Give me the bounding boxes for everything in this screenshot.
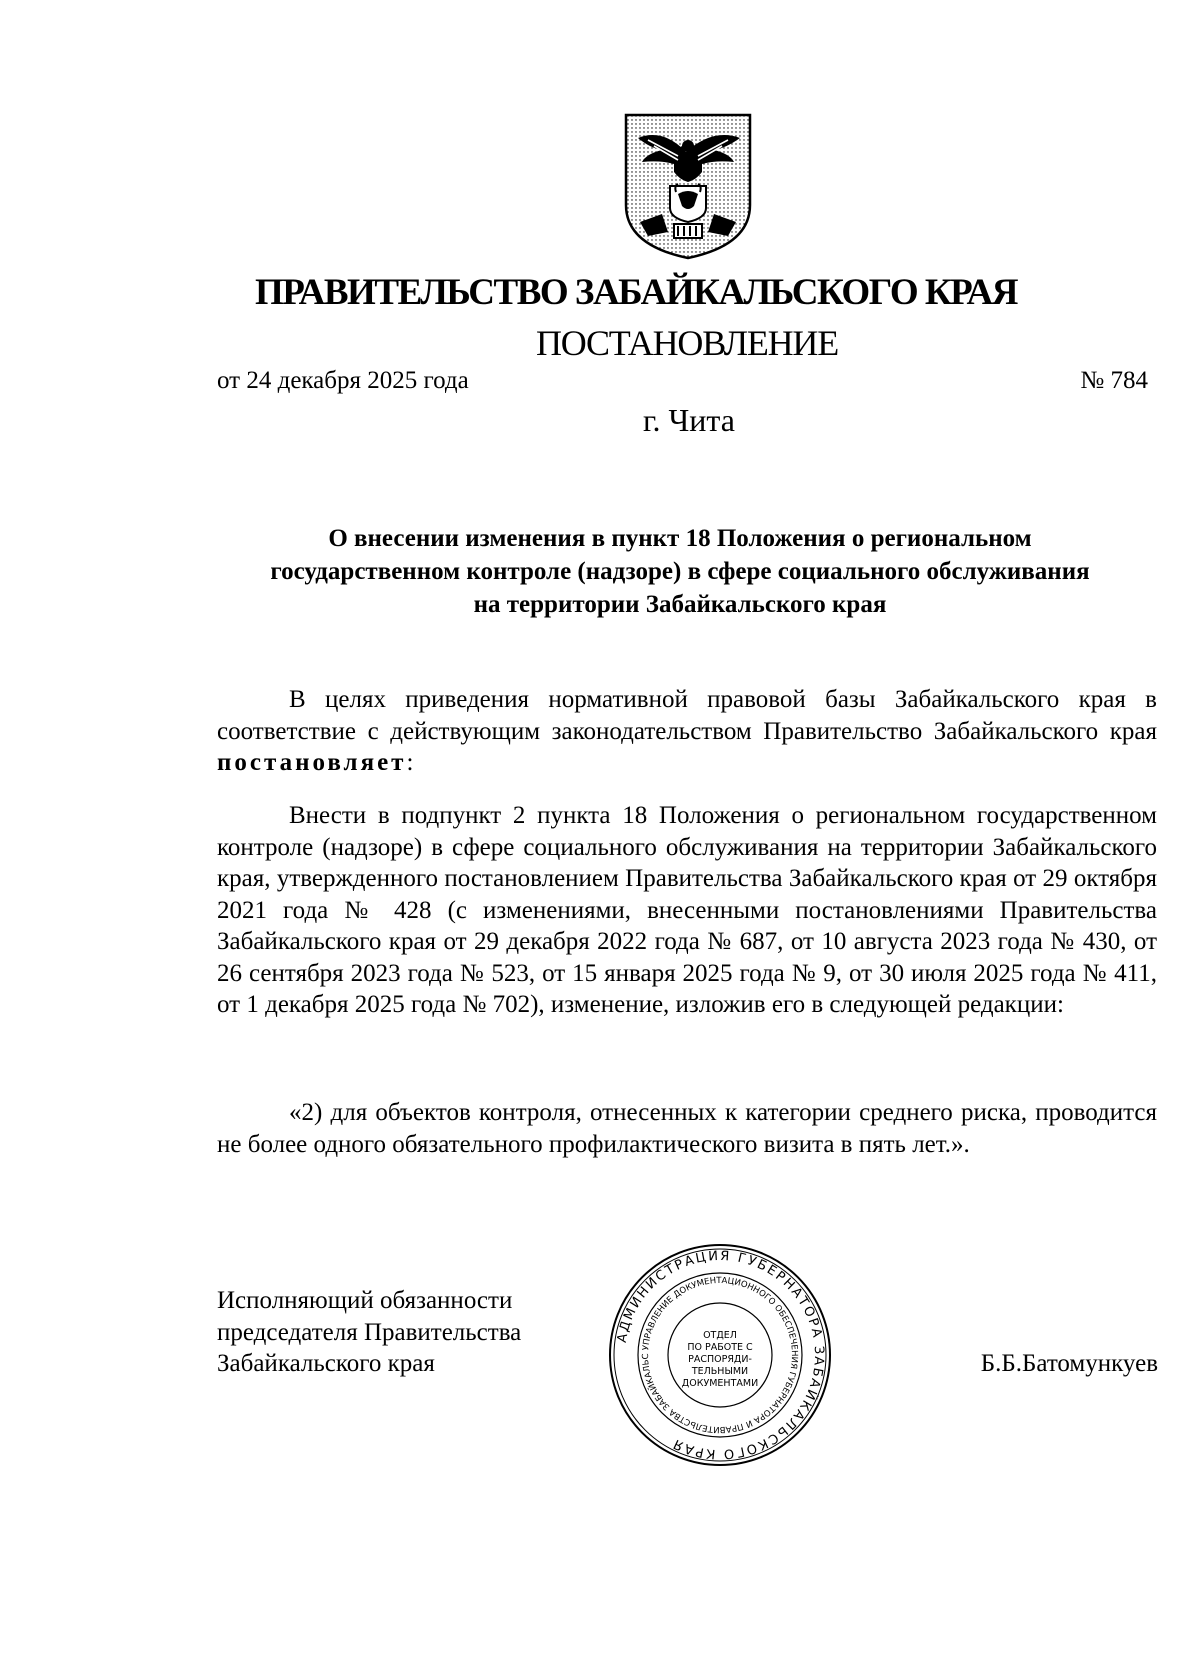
body-paragraph-preamble xyxy=(217,684,1157,779)
resolves-keyword: постановляет xyxy=(217,749,407,776)
signer-position xyxy=(217,1285,521,1380)
document-date: от 24 декабря 2025 года xyxy=(217,367,469,394)
signer-position-line-3: Забайкальского края xyxy=(217,1350,435,1377)
document-type: ПОСТАНОВЛЕНИЕ xyxy=(535,323,839,363)
document-city: г. Чита xyxy=(642,402,735,438)
signer-position-line-1: Исполняющий обязанности xyxy=(217,1287,513,1314)
seal-center-line-4: ТЕЛЬНЫМИ xyxy=(691,1366,749,1377)
seal-center-line-1: ОТДЕЛ xyxy=(703,1330,737,1341)
heading-line-3: на территории Забайкальского края xyxy=(473,591,887,618)
document-number: № 784 xyxy=(1080,367,1148,394)
organization-title: ПРАВИТЕЛЬСТВО ЗАБАЙКАЛЬСКОГО КРАЯ xyxy=(255,272,1017,313)
signer-name: Б.Б.Батомункуев xyxy=(980,1350,1158,1377)
official-seal-icon xyxy=(605,1240,835,1470)
preamble-text: В целях приведения нормативной правовой базы Забайкальского края в соответствие с действующим законодательством Правительство Забайкальского края xyxy=(217,686,1157,745)
seal-center-line-5: ДОКУМЕНТАМИ xyxy=(681,1378,759,1389)
body-paragraph-amendment: Внести в подпункт 2 пункта 18 Положения о региональном государственном контроле (надзоре) в сфере социального обслуживания на территории Забайкальского края, утвержденного постановлением Правительства Забайкальского края от 29 октября 2021 года № 428 (с изменениями, внесенными постановлениями Правительства Забайкальского края от 29 декабря 2022 года № 687, от 10 августа 2023 года № 430, от 26 сентября 2023 года № 523, от 15 января 2025 года № 9, от 30 июля 2025 года № 411, от 1 декабря 2025 года № 702), изменение, изложив его в следующей редакции: xyxy=(217,802,1157,1018)
body-paragraph-new-wording: «2) для объектов контроля, отнесенных к категории среднего риска, проводится не более одного обязательного профилактического визита в пять лет.». xyxy=(217,1099,1157,1158)
preamble-colon: : xyxy=(406,749,414,776)
coat-of-arms-icon xyxy=(618,110,758,260)
seal-inner-text: УПРАВЛЕНИЕ ДОКУМЕНТАЦИОННОГО ОБЕСПЕЧЕНИЯ ГУБЕРНАТОРА И ПРАВИТЕЛЬСТВА ЗАБАЙКАЛЬС xyxy=(640,1275,800,1435)
seal-center-line-3: РАСПОРЯДИ- xyxy=(688,1354,752,1365)
heading-line-1: О внесении изменения в пункт 18 Положения о региональном xyxy=(328,525,1032,552)
document-heading xyxy=(200,522,1160,621)
signer-position-line-2: председателя Правительства xyxy=(217,1318,522,1346)
seal-center-line-2: ПО РАБОТЕ С xyxy=(687,1342,753,1353)
seal-outer-text: АДМИНИСТРАЦИЯ ГУБЕРНАТОРА ЗАБАЙКАЛЬСКОГО КРАЯ xyxy=(614,1248,827,1462)
heading-line-2: государственном контроле (надзоре) в сфере социального обслуживания xyxy=(270,558,1090,585)
